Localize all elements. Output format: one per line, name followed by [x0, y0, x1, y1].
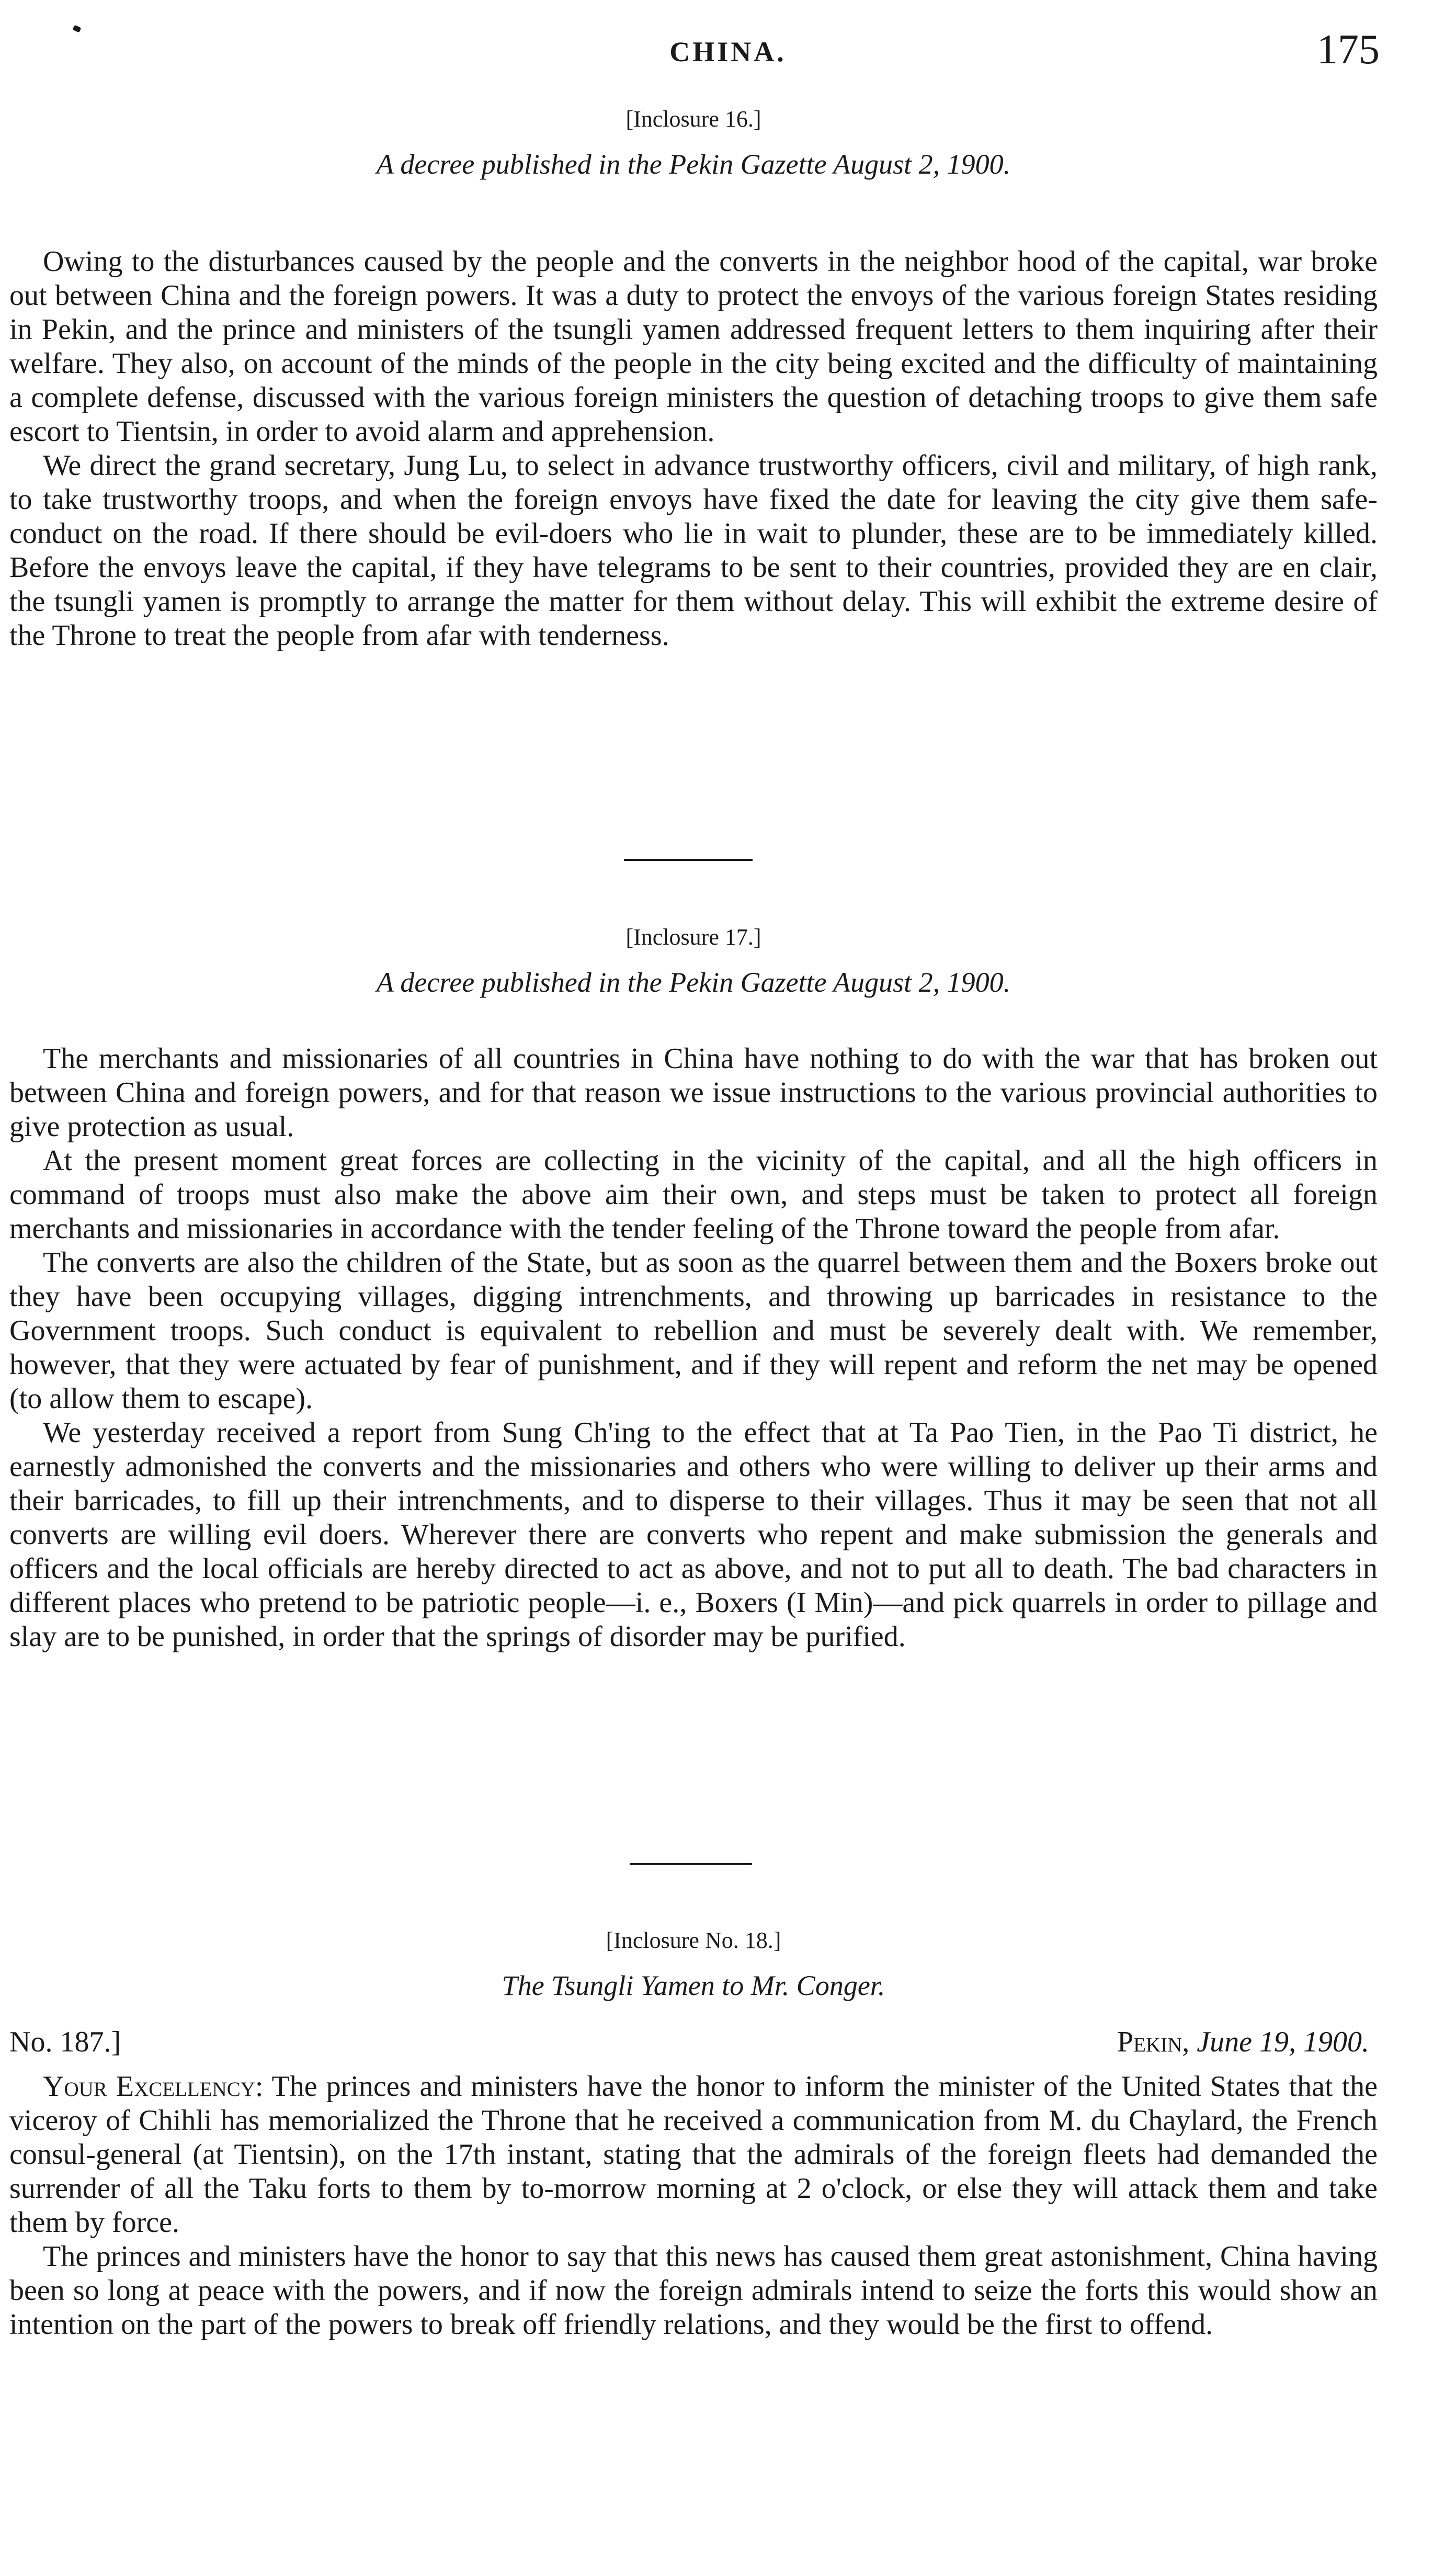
- letter-date: June 19, 1900.: [1197, 2026, 1369, 2058]
- inclosure-17-header: [9, 922, 1378, 1002]
- inclosure-16-header: [9, 104, 1378, 184]
- section-divider: [630, 1863, 752, 1865]
- body-paragraph: The merchants and missionaries of all countries in China have nothing to do with the war that has broken out between China and foreign powers, and for that reason we issue instructions to the various provincial authorities to give protection as usual.: [9, 1042, 1378, 1143]
- inclosure-label: [Inclosure 16.]: [625, 106, 761, 132]
- body-paragraph-text: The princes and ministers have the honor to inform the minister of the United States that the viceroy of Chihli has memorialized the Throne that he received a communication from M. du Chaylard, the French consul-general (at Tientsin), on the 17th instant, stating that the admirals of the foreign fleets had demanded the surrender of all the Taku forts to them by to-morrow morning at 2 o'clock, or else they will attack them and take them by force.: [9, 2070, 1378, 2239]
- inclosure-label: [Inclosure 17.]: [625, 924, 761, 950]
- running-head: [0, 21, 1456, 78]
- decree-heading: A decree published in the Pekin Gazette August 2, 1900.: [376, 149, 1011, 180]
- letter-heading: The Tsungli Yamen to Mr. Conger.: [502, 1970, 885, 2001]
- body-paragraph: Owing to the disturbances caused by the people and the converts in the neighbor hood of the capital, war broke out between China and the foreign powers. It was a duty to protect the envoys of the various foreign States residing in Pekin, and the prince and ministers of the tsungli yamen addressed frequent letters to them inquiring after their welfare. They also, on account of the minds of the people in the city being excited and the difficulty of maintaining a complete defense, discussed with the various foreign ministers the question of detaching troops to give them safe escort to Tientsin, in order to avoid alarm and apprehension.: [9, 245, 1378, 448]
- section-divider: [624, 859, 753, 861]
- body-paragraph: At the present moment great forces are collecting in the vicinity of the capital, and all the high officers in command of troops must also make the above aim their own, and steps must be taken to protect all foreign merchants and missionaries in accordance with the tender feeling of the Throne toward the people from afar.: [9, 1144, 1378, 1245]
- letter-place-date: [1117, 2025, 1369, 2059]
- decree-heading: A decree published in the Pekin Gazette August 2, 1900.: [376, 967, 1011, 998]
- body-paragraph-first: [9, 2070, 1378, 2240]
- inclosure-18-header: [9, 1925, 1378, 2005]
- inclosure-label: [Inclosure No. 18.]: [606, 1927, 781, 1953]
- inclosure-17-body: [9, 1042, 1378, 1654]
- letter-number: No. 187.]: [9, 2026, 121, 2058]
- body-paragraph: We direct the grand secretary, Jung Lu, to select in advance trustworthy officers, civil and military, of high rank, to take trustworthy troops, and when the foreign envoys have fixed the date for leaving the city give them safe-conduct on the road. If there should be evil-doers who lie in wait to plunder, these are to be immediately killed. Before the envoys leave the capital, if they have telegrams to be sent to their countries, provided they are en clair, the tsungli yamen is promptly to arrange the matter for them without delay. This will exhibit the extreme desire of the Throne to treat the people from afar with tenderness.: [9, 449, 1378, 652]
- stray-ink-mark: [73, 25, 82, 33]
- salutation: Your Excellency:: [43, 2070, 264, 2103]
- inclosure-18-body: [9, 2070, 1378, 2342]
- body-paragraph: We yesterday received a report from Sung Ch'ing to the effect that at Ta Pao Tien, in the Pao Ti district, he earnestly admonished the converts and the missionaries and others who were willing to deliver up their arms and their barricades, to fill up their intrenchments, and to disperse to their villages. Thus it may be seen that not all converts are willing evil doers. Wherever there are converts who repent and make submission the generals and officers and the local officials are hereby directed to act as above, and not to put all to death. The bad characters in different places who pretend to be patriotic people—i. e., Boxers (I Min)—and pick quarrels in order to pillage and slay are to be punished, in order that the springs of disorder may be purified.: [9, 1416, 1378, 1653]
- body-paragraph: The princes and ministers have the honor to say that this news has caused them great astonishment, China having been so long at peace with the powers, and if now the foreign admirals intend to seize the forts this would show an intention on the part of the powers to break off friendly relations, and they would be the first to offend.: [9, 2240, 1378, 2341]
- letter-place: Pekin,: [1117, 2026, 1190, 2058]
- inclosure-16-body: [9, 245, 1378, 653]
- page-number: 175: [1317, 27, 1380, 73]
- running-title: CHINA.: [669, 36, 787, 67]
- body-paragraph: The converts are also the children of the State, but as soon as the quarrel between them and the Boxers broke out they have been occupying villages, digging intrenchments, and throwing up barricades in resistance to the Government troops. Such conduct is equivalent to rebellion and must be severely dealt with. We remember, however, that they were actuated by fear of punishment, and if they will repent and reform the net may be opened (to allow them to escape).: [9, 1246, 1378, 1415]
